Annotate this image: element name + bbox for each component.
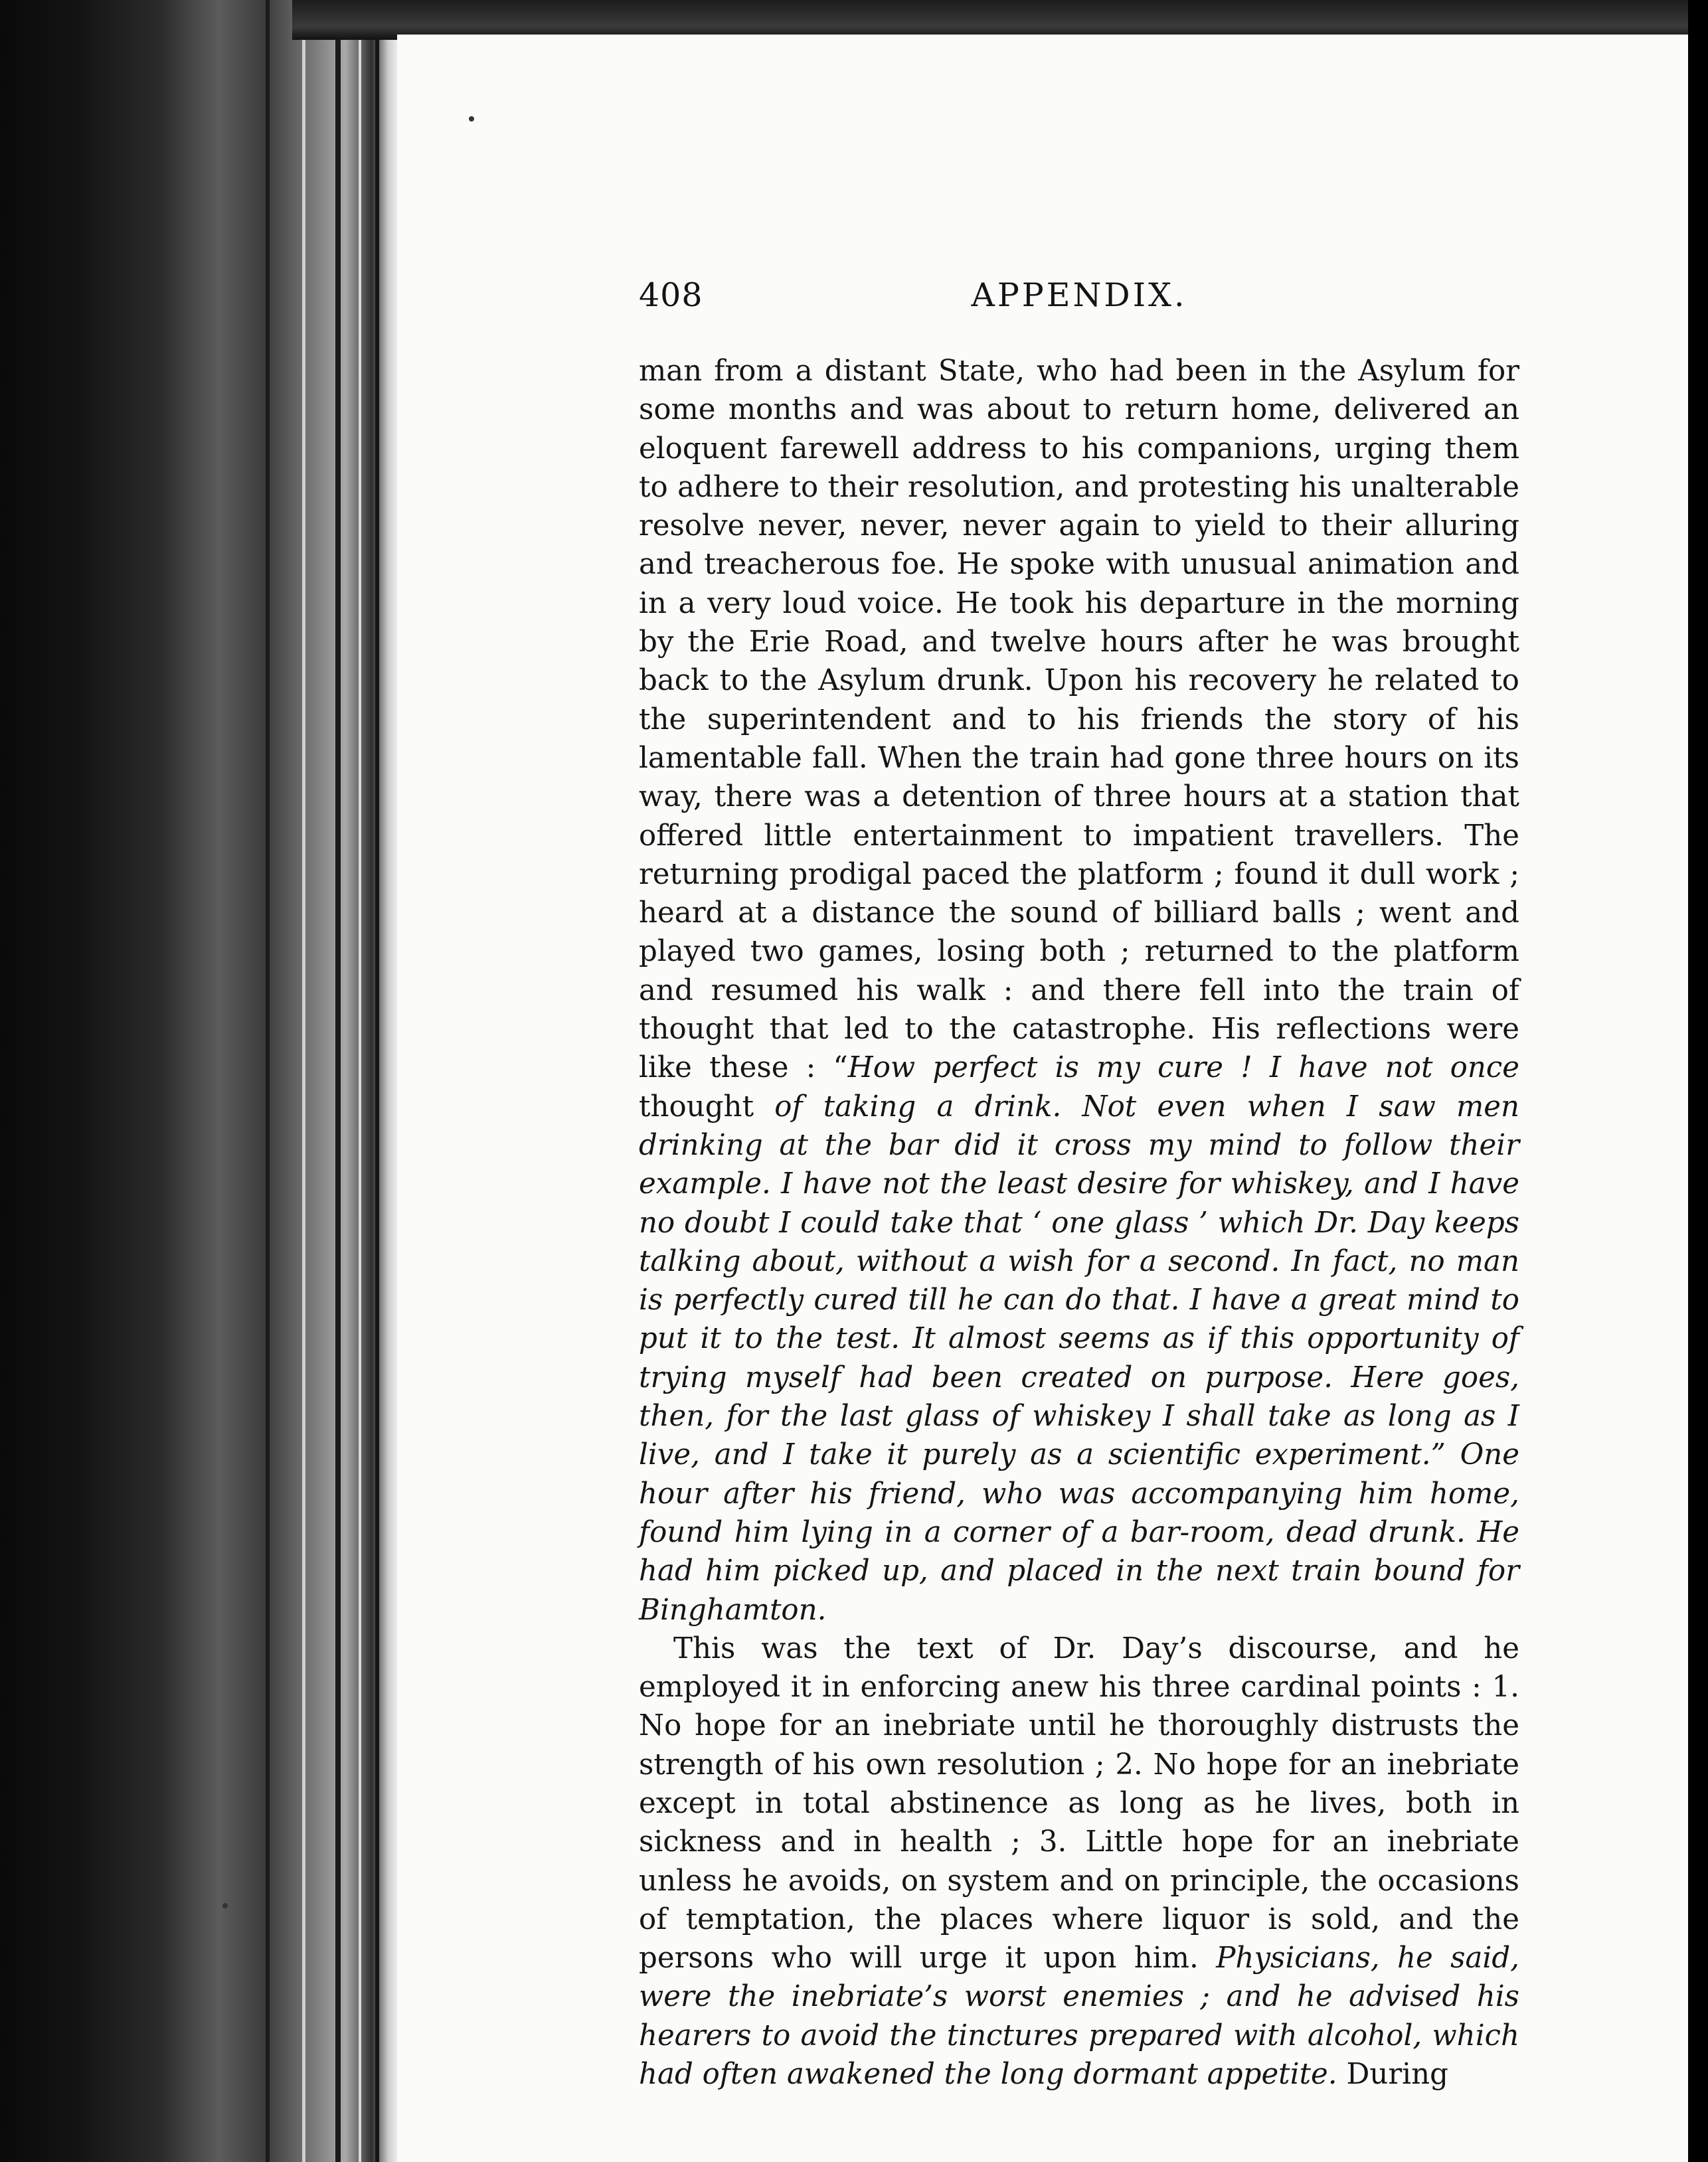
body-text [639,352,1519,2094]
paragraph [639,352,1519,1629]
scan-speck [469,116,474,122]
page-stack-edge [359,0,361,2162]
italic-text: Physicians, he said, were the inebriate’s worst enemies ; and he advised his hearers to avoid the tinctures prepared with alcohol, which had often awakened the long dormant appetite. [639,1942,1519,2092]
roman-text: thought [639,1090,775,1123]
page-stack-edge [335,0,341,2162]
scan-speck [222,1903,228,1908]
page-stack-edge [266,0,270,2162]
roman-text: man from a distant State, who had been in the Asylum for some months and was about to return home, delivered an eloquent farewell address to his companions, urging them to adhere to their resolution, and protesting his unalterable resolve never, never, never again to yield to their alluring and treacherous foe. He spoke with unusual animation and in a very loud voice. He took his departure in the morning by the Erie Road, and twelve hours after he was brought back to the Asylum drunk. Upon his recovery he related to the superintendent and to his friends the story of his lamentable fall. When the train had gone three hours on its way, there was a detention of three hours at a station that offered little entertainment to impatient travellers. The returning prodigal paced the platform ; found it dull work ; heard at a distance the sound of billiard balls ; went and played two games, losing both ; returned to the platform and resumed his walk : and there fell into the train of thought that led to the catastrophe. His reflections were like these : “ [639,355,1519,1085]
scan-right-border [1688,0,1708,2162]
paragraph [639,1629,1519,2094]
page-stack-edge [302,0,305,2162]
page-number: 408 [639,276,703,314]
italic-text: How perfect is my cure ! I have not once [847,1051,1519,1085]
page-stack-edge [375,0,379,2162]
scan-top-border [292,0,1708,40]
running-head: APPENDIX. [971,276,1187,314]
italic-text: of taking a drink. Not even when I saw men drinking at the bar did it cross my mind to follow their example. I have not the least desire for whiskey, and I have no doubt I could take that ‘ one glass ’ which Dr. Day keeps talking about, without a wish for a second. In fact, no man is perfectly cured till he can do that. I have a great mind to put it to the test. It almost seems as if this opportunity of trying myself had been created on purpose. Here goes, then, for the last glass of whiskey I shall take as long as I live, and I take it purely as a scientific experiment.” One hour after his friend, who was accompanying him home, found him lying in a corner of a bar-room, dead drunk. He had him picked up, and placed in the next train bound for Binghamton. [639,1090,1520,1627]
roman-text: This was the text of Dr. Day’s discourse, and he employed it in enforcing anew his three cardinal points : 1. No hope for an inebriate until he thoroughly distrusts the strength of his own resolution ; 2. No hope for an inebriate except in total abstinence as long as he lives, both in sickness and in health ; 3. Little hope for an inebriate unless he avoids, on system and on principle, the occasions of temptation, the places where liquor is sold, and the persons who will urge it upon him. [639,1631,1519,1975]
page-header [639,276,1519,329]
roman-text: During [1337,2058,1448,2092]
